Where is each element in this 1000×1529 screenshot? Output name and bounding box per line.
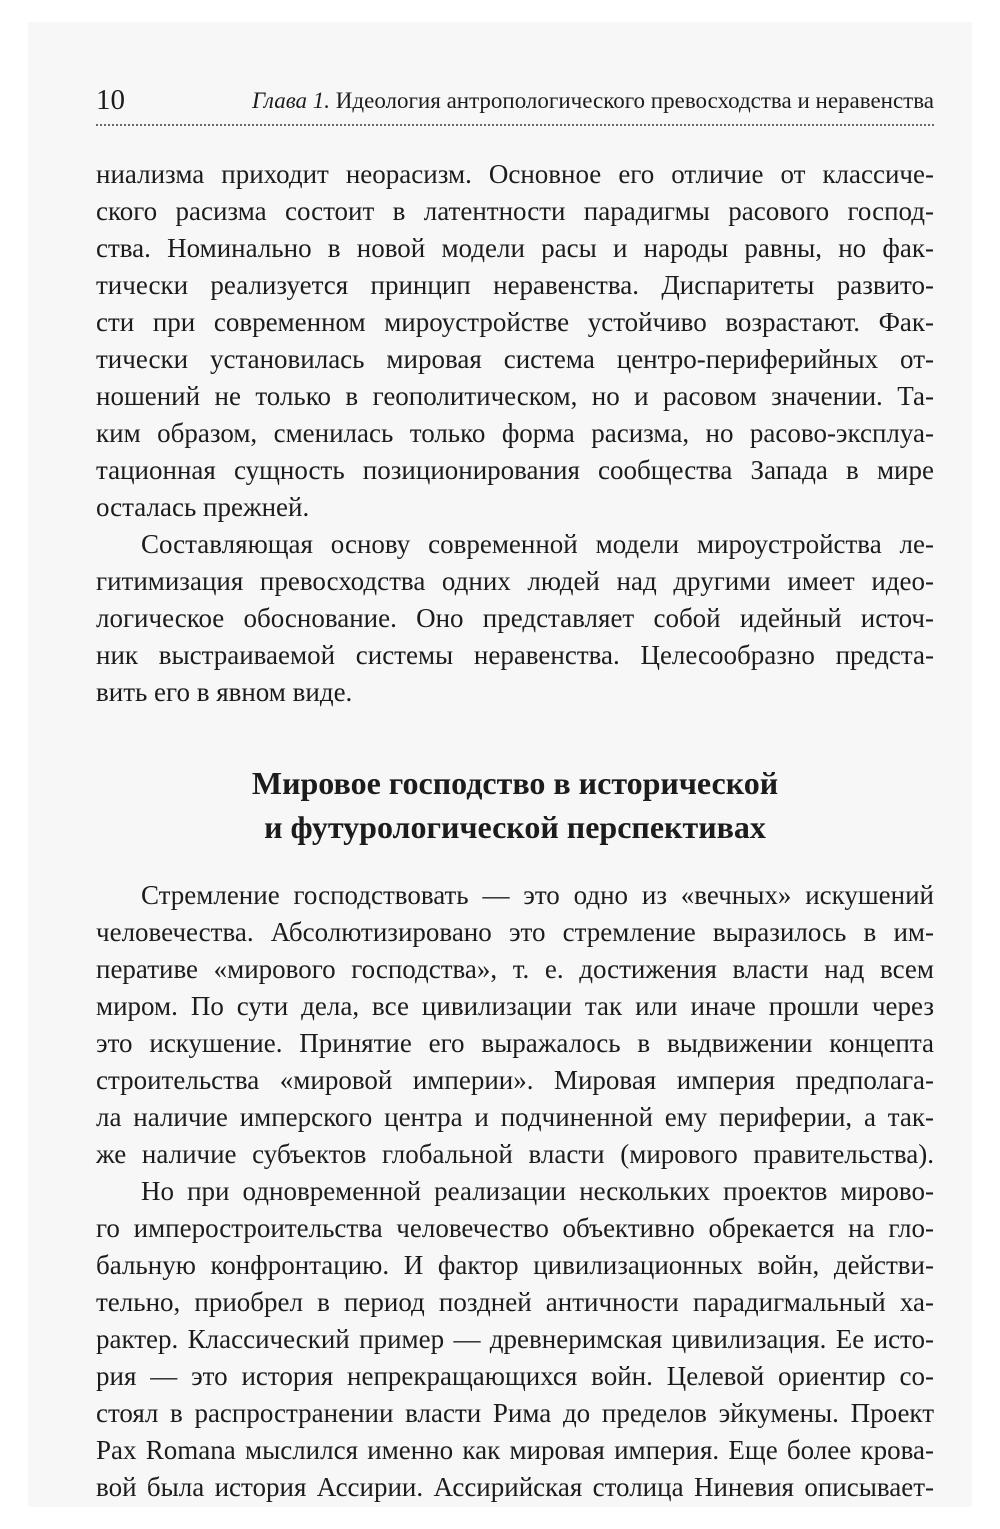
text-line: сти при современном мироустройстве устойчиво возрастают. Фак- [96,307,934,337]
text-line: Составляющая основу современной модели мироустройства ле- [141,529,934,559]
text-line: Pax Romana мыслился именно как мировая империя. Еще более крова- [96,1435,934,1465]
text-line: ла наличие имперского центра и подчиненной ему периферии, а так- [96,1102,934,1132]
text-line: логическое обоснование. Оно представляет собой идейный источ- [96,603,934,633]
section-heading-line: и футурологической перспективах [264,809,766,845]
text-line: го имперостроительства человечество объективно обрекается на гло- [96,1213,934,1243]
running-head [252,82,934,120]
text-line: ского расизма состоит в латентности парадигмы расового господ- [96,196,934,226]
text-line: ник выстраиваемой системы неравенства. Целесообразно предста- [96,640,934,670]
text-line: гитимизация превосходства одних людей над другими имеет идео- [96,566,934,596]
page-number: 10 [96,84,125,116]
text-line: осталась прежней. [96,492,310,522]
text-line: тически установилась мировая система центро-периферийных от- [96,344,934,374]
text-line: это искушение. Принятие его выражалось в выдвижении концепта [96,1028,934,1058]
section-heading-line: Мировое господство в исторической [251,765,779,801]
text-line: бальную конфронтацию. И фактор цивилизационных войн, действи- [96,1250,934,1280]
text-line: ношений не только в геополитическом, но и расовом значении. Та- [96,381,934,411]
text-line: тически реализуется принцип неравенства. Диспаритеты развито- [96,270,934,300]
text-line: вой была история Ассирии. Ассирийская столица Ниневия описывает- [96,1472,934,1502]
text-line: рия — это история непрекращающихся войн. Целевой ориентир со- [96,1361,934,1391]
text-line: стоял в распространении власти Рима до пределов эйкумены. Проект [96,1398,934,1428]
text-line: тационная сущность позиционирования сообщества Запада в мире [96,455,934,485]
text-line: ким образом, сменилась только форма расизма, но расово-эксплуа- [96,418,934,448]
text-line: тельно, приобрел в период поздней античности парадигмальный ха- [96,1287,934,1317]
page-header [96,80,934,126]
text-line: перативе «мирового господства», т. е. достижения власти над всем [96,954,934,984]
text-line: человечества. Абсолютизировано это стремление выразилось в им- [96,917,934,947]
text-line: вить его в явном виде. [96,677,353,707]
text-line: Стремление господствовать — это одно из «вечных» искушений [141,880,934,910]
text-line: миром. По сути дела, все цивилизации так или иначе прошли через [96,991,934,1021]
text-line: ниализма приходит неорасизм. Основное его отличие от классиче- [96,159,934,189]
text-line: строительства «мировой империи». Мировая империя предполага- [96,1065,934,1095]
chapter-title: Идеология антропологического превосходства и неравенства [335,88,934,113]
text-line: ства. Номинально в новой модели расы и народы равны, но фак- [96,233,934,263]
text-line: рактер. Классический пример — древнеримская цивилизация. Ее исто- [96,1324,934,1354]
text-line: Но при одновременной реализации нескольких проектов мирово- [141,1176,934,1206]
chapter-label: Глава 1. [252,88,331,113]
text-line: же наличие субъектов глобальной власти (мирового правительства). [96,1139,934,1169]
